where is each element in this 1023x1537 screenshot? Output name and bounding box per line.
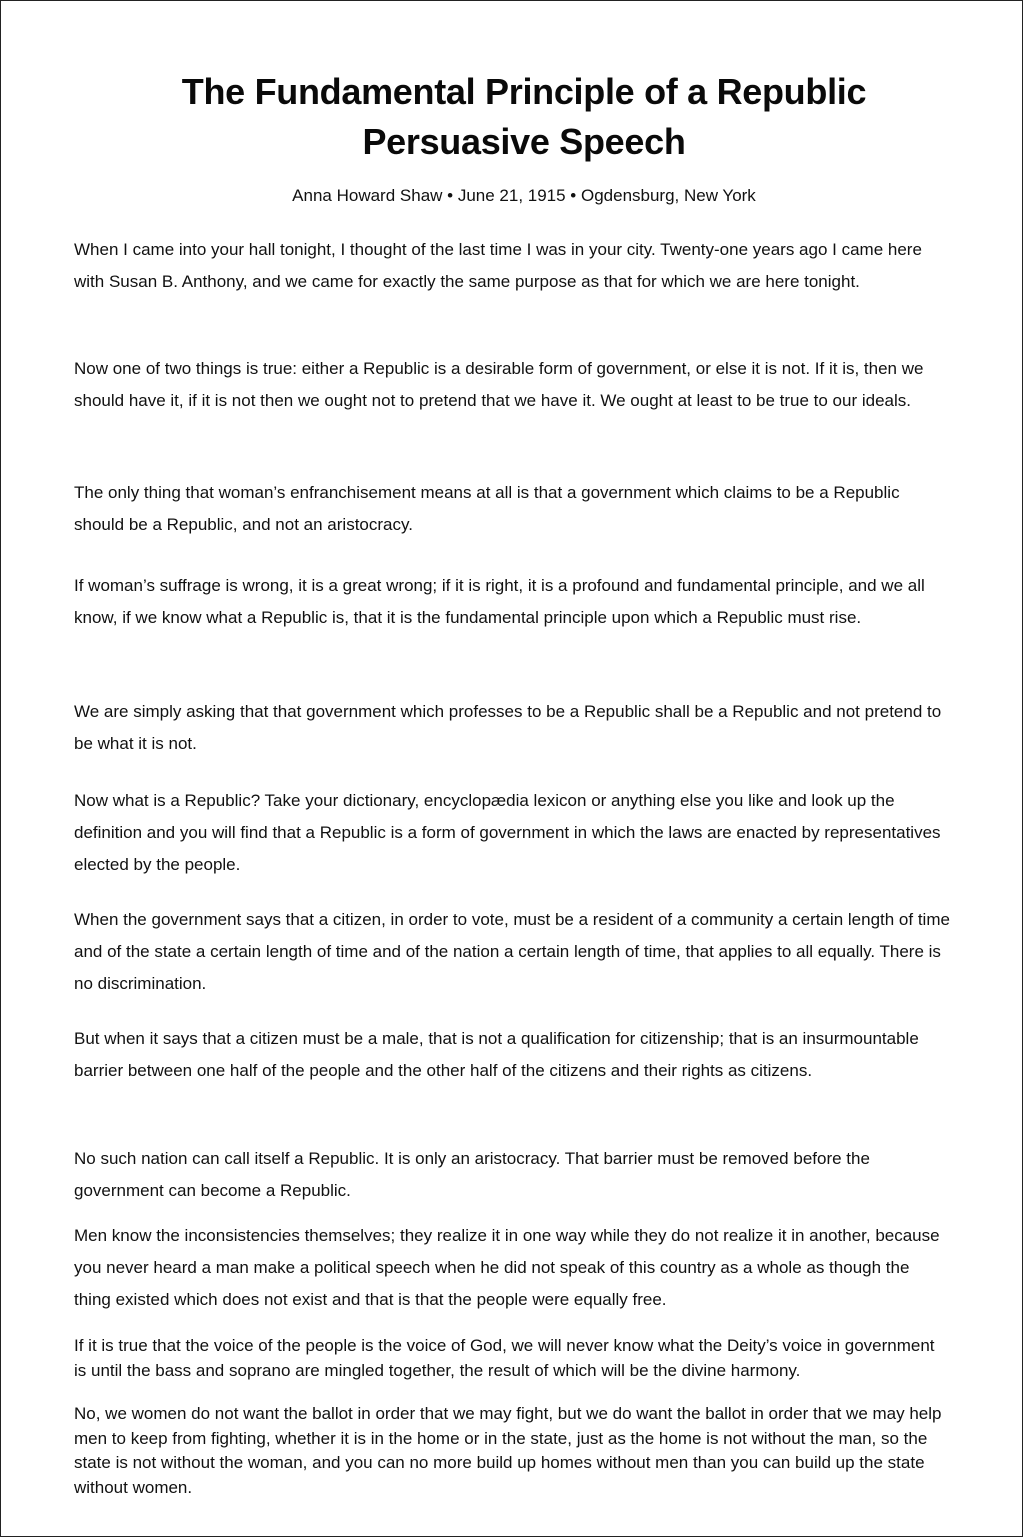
paragraph-11: If it is true that the voice of the people is the voice of God, we will never know what the Deity’s voice in government is until the bass and soprano are mingled together, the result of which will be the divine harmony. bbox=[74, 1336, 935, 1380]
paragraph-10: Men know the inconsistencies themselves; they realize it in one way while they do not realize it in another, because you never heard a man make a political speech when he did not speak of this country as a whole as though the thing existed which does not exist and that is that the people were equally free. bbox=[74, 1226, 940, 1309]
speech-byline: Anna Howard Shaw • June 21, 1915 • Ogdensburg, New York bbox=[292, 186, 756, 205]
paragraph-3: The only thing that woman’s enfranchisement means at all is that a government which claims to be a Republic should be a Republic, and not an aristocracy. bbox=[74, 483, 900, 534]
paragraph-1: When I came into your hall tonight, I thought of the last time I was in your city. Twenty-one years ago I came here with Susan B. Anthony, and we came for exactly the same purpose as that for which we are here tonight. bbox=[74, 240, 922, 291]
paragraph-12: No, we women do not want the ballot in order that we may fight, but we do want the ballot in order that we may help men to keep from fighting, whether it is in the home or in the state, just as the home is not without the man, so the state is not without the woman, and you can no more build up homes without men than you can build up the state without women. bbox=[74, 1404, 942, 1497]
paragraph-8: But when it says that a citizen must be a male, that is not a qualification for citizenship; that is an insurmountable barrier between one half of the people and the other half of the citizens and their rights as citizens. bbox=[74, 1029, 919, 1080]
page-title: The Fundamental Principle of a Republic Persuasive Speech bbox=[181, 71, 867, 162]
paragraph-5: We are simply asking that that government which professes to be a Republic shall be a Republic and not pretend to be what it is not. bbox=[74, 702, 942, 753]
paragraph-4: If woman’s suffrage is wrong, it is a great wrong; if it is right, it is a profound and fundamental principle, and we all know, if we know what a Republic is, that it is the fundamental principle upon which a Republic must rise. bbox=[74, 576, 925, 627]
paragraph-2: Now one of two things is true: either a Republic is a desirable form of government, or else it is not. If it is, then we should have it, if it is not then we ought not to pretend that we have it. We ought at least to be true to our ideals. bbox=[74, 359, 924, 410]
paragraph-6: Now what is a Republic? Take your dictionary, encyclopædia lexicon or anything else you like and look up the definition and you will find that a Republic is a form of government in which the laws are enacted by representatives elected by the people. bbox=[74, 791, 941, 874]
paragraph-9: No such nation can call itself a Republic. It is only an aristocracy. That barrier must be removed before the government can become a Republic. bbox=[74, 1149, 870, 1200]
paragraph-7: When the government says that a citizen, in order to vote, must be a resident of a community a certain length of time and of the state a certain length of time and of the nation a certain length of time, that applies to all equally. There is no discrimination. bbox=[74, 910, 950, 993]
